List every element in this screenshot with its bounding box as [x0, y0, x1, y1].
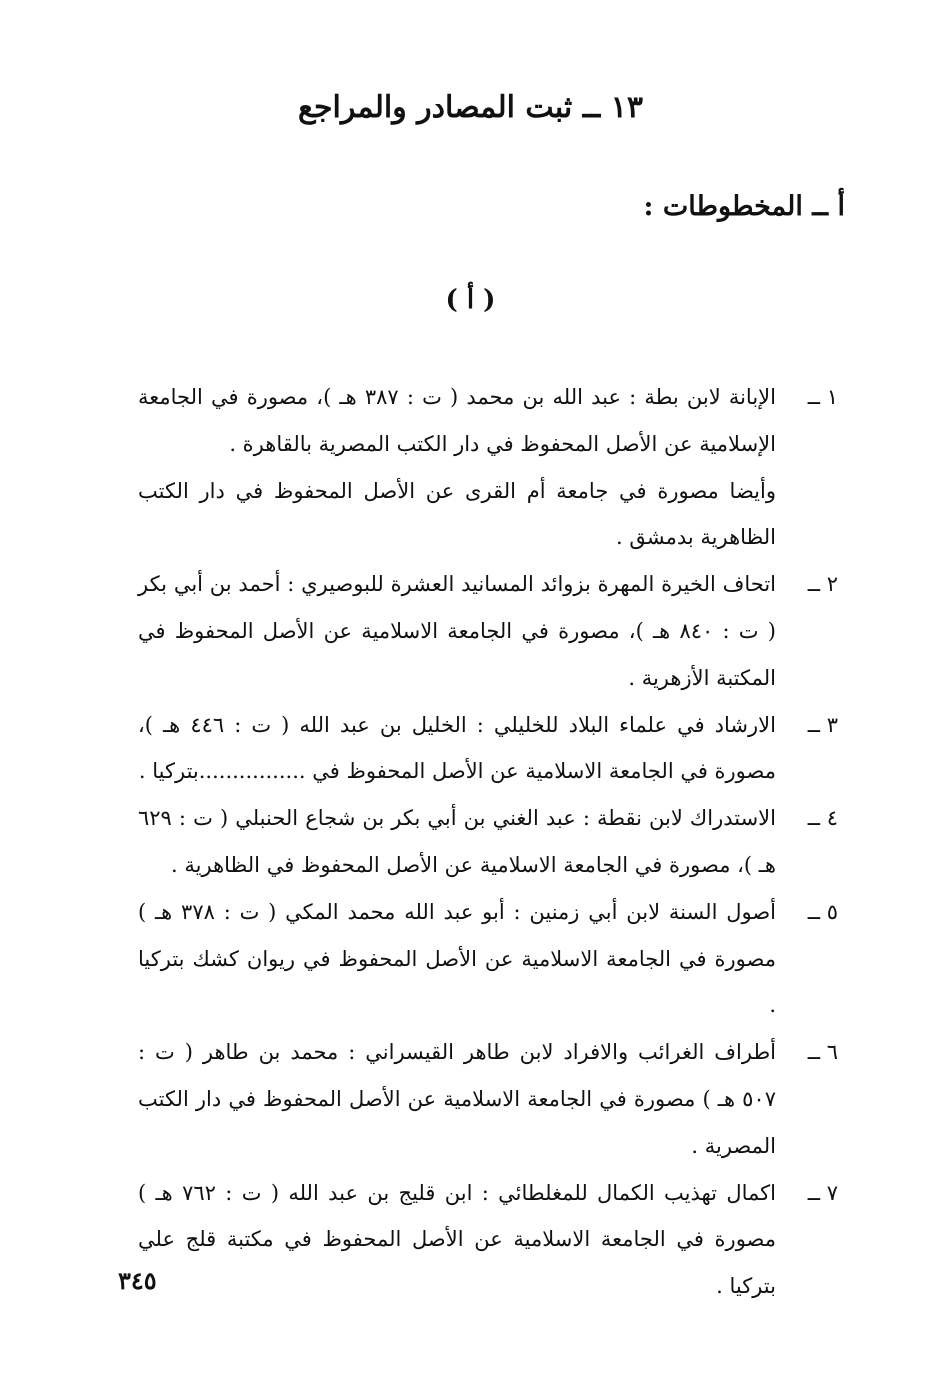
section-heading-manuscripts: أ ــ المخطوطات :: [643, 191, 845, 222]
bibliography-entry: [138, 795, 838, 889]
entry-text: الارشاد في علماء البلاد للخليلي : الخليل بن عبد الله ( ت : ٤٤٦ هـ )، مصورة في الجامعة الاسلامية عن الأصل المحفوظ في ................بتركيا .: [138, 712, 776, 784]
bibliography-entry: [138, 374, 838, 561]
bibliography-entry: [138, 1170, 838, 1310]
page-number: ٣٤٥: [118, 1266, 157, 1295]
bibliography-entry: [138, 1029, 838, 1169]
entry-text: أصول السنة لابن أبي زمنين : أبو عبد الله محمد المكي ( ت : ٣٧٨ هـ ) مصورة في الجامعة الاسلامية عن الأصل المحفوظ في ريوان كشك بتركيا .: [138, 899, 776, 1018]
entry-extra-text: وأيضا مصورة في جامعة أم القرى عن الأصل المحفوظ في دار الكتب الظاهرية بدمشق .: [138, 478, 776, 550]
chapter-title: ١٣ ــ ثبت المصادر والمراجع: [298, 90, 643, 125]
letter-heading-alif: ( أ ): [445, 285, 496, 315]
entry-text: اكمال تهذيب الكمال للمغلطائي : ابن قليج بن عبد الله ( ت : ٧٦٢ هـ ) مصورة في الجامعة الاسلامية عن الأصل المحفوظ في مكتبة قلج علي بتركيا .: [138, 1180, 776, 1299]
bibliography-entry: [138, 889, 838, 1029]
bibliography-list: [138, 374, 838, 1310]
bibliography-entry: [138, 561, 838, 701]
entry-body: [138, 374, 776, 561]
entry-text: أطراف الغرائب والافراد لابن طاهر القيسراني : محمد بن طاهر ( ت : ٥٠٧ هـ ) مصورة في الجامعة الاسلامية عن الأصل المحفوظ في دار الكتب المصرية .: [138, 1040, 776, 1158]
entry-text: الاستدراك لابن نقطة : عبد الغني بن أبي بكر بن شجاع الحنبلي ( ت : ٦٢٩ هـ )، مصورة في الجامعة الاسلامية عن الأصل المحفوظ في الظاهرية .: [138, 806, 776, 877]
entry-number: ٦ ــ: [807, 1040, 838, 1065]
entry-number: ١ ــ: [807, 385, 838, 409]
entry-number: ٤ ــ: [807, 806, 838, 831]
entry-number: ٥ ــ: [807, 899, 838, 924]
entry-number: ٣ ــ: [807, 712, 838, 737]
bibliography-entry: [138, 702, 838, 796]
entry-text: الإبانة لابن بطة : عبد الله بن محمد ( ت : ٣٨٧ هـ )، مصورة في الجامعة الإسلامية عن الأصل المحفوظ في دار الكتب المصرية بالقاهرة .: [138, 385, 776, 456]
entry-text: اتحاف الخيرة المهرة بزوائد المسانيد العشرة للبوصيري : أحمد بن أبي بكر ( ت : ٨٤٠ هـ )، مصورة في الجامعة الاسلامية عن الأصل المحفوظ في المكتبة الأزهرية .: [138, 572, 776, 690]
entry-number: ٢ ــ: [807, 572, 838, 597]
entry-number: ٧ ــ: [807, 1180, 838, 1205]
